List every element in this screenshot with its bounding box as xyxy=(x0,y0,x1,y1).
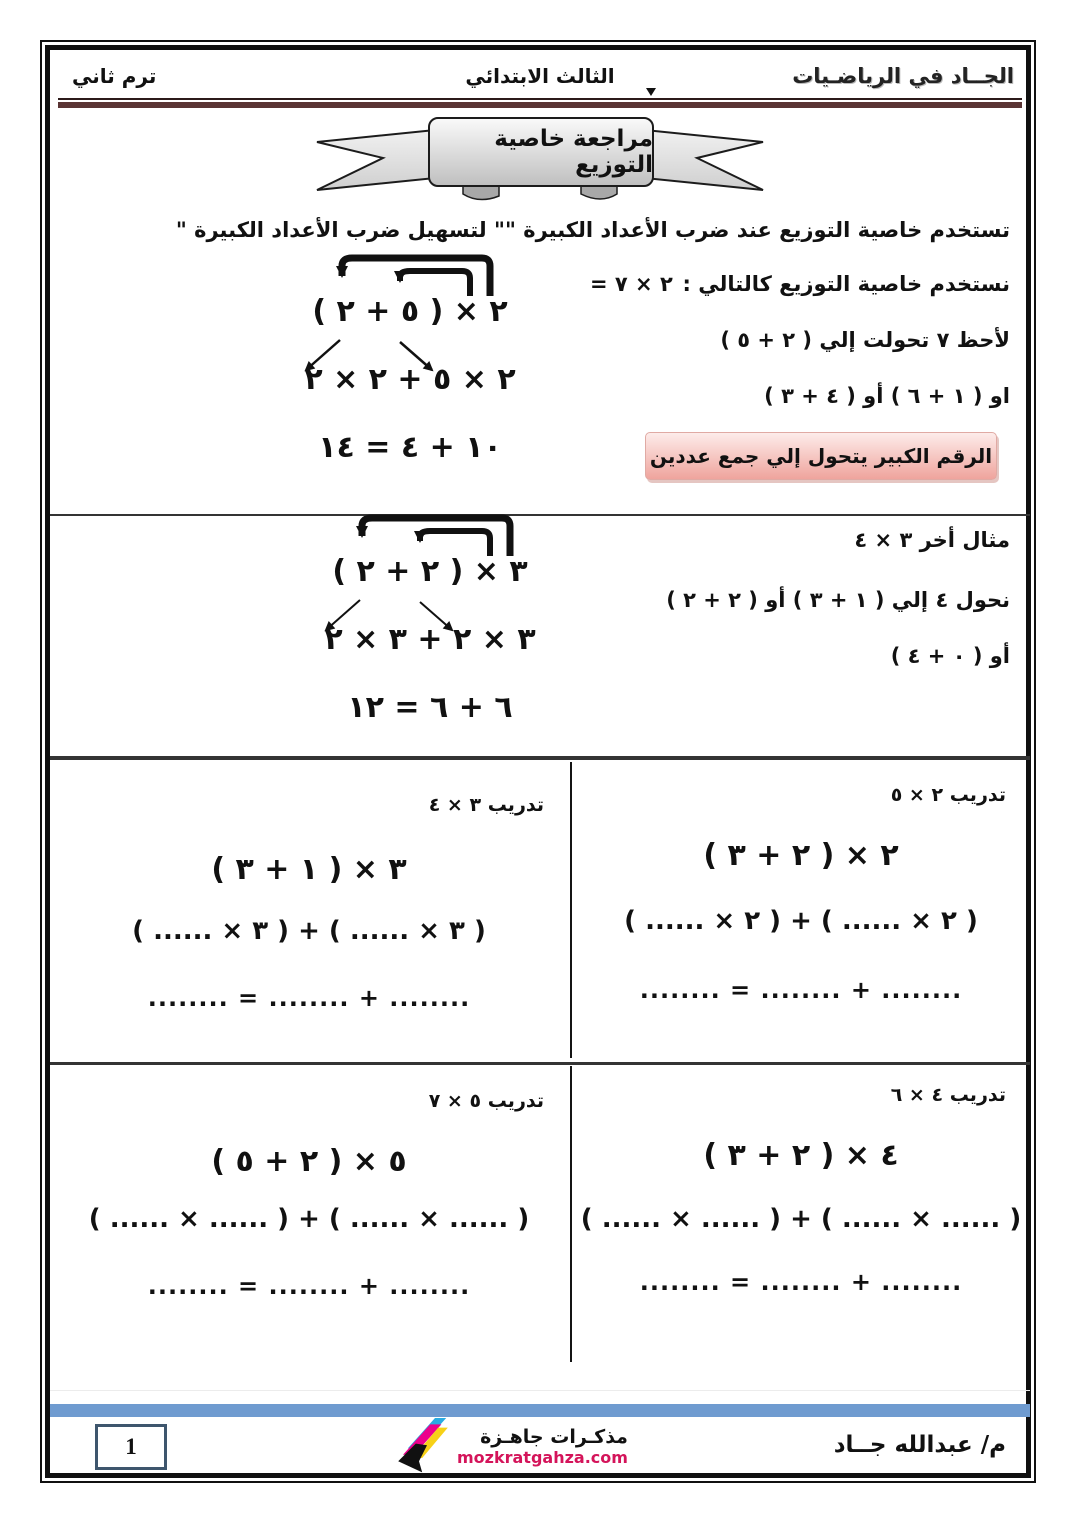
distribution-diagram-2 xyxy=(270,510,590,745)
exercise-equation: ٤ × ( ٢ + ٣ ) xyxy=(703,1138,899,1173)
exercise-sum: ........ + ........ = ........ xyxy=(639,976,963,1004)
exercise-blanks: ( ٣ × ...... ) + ( ٣ × ...... ) xyxy=(132,916,486,946)
title-ribbon xyxy=(305,110,775,205)
exercise-blanks: ( ...... × ...... ) + ( ...... × ...... ) xyxy=(580,1204,1022,1234)
exercise-sum: ........ + ........ = ........ xyxy=(147,1272,471,1300)
exercise-cell-2 xyxy=(50,760,568,1058)
rule-line xyxy=(590,272,1010,296)
exercise-title: تدريب ٢ × ٥ xyxy=(890,784,1006,806)
exercise-equation: ٣ × ( ١ + ٣ ) xyxy=(211,852,407,887)
intro-left: " لتسهيل ضرب الأعداد الكبيرة " xyxy=(175,218,505,242)
exercise-sum: ........ + ........ = ........ xyxy=(147,984,471,1012)
exercise-title: تدريب ٥ × ٧ xyxy=(428,1090,544,1112)
header-rule xyxy=(58,98,1022,108)
exercise-cell-1 xyxy=(572,760,1030,1058)
example2-title: مثال أخر ٣ × ٤ xyxy=(854,528,1010,552)
brand-name-arabic: مذكـرات جاهـزة xyxy=(480,1425,628,1448)
rule-label: نستخدم خاصية التوزيع كالتالي : xyxy=(682,272,1010,296)
page-title: مراجعة خاصية التوزيع xyxy=(494,126,653,178)
expanded-expression: ٣ × ٢ + ٣ × ٢ xyxy=(324,622,536,657)
brand-logo-block xyxy=(395,1416,628,1476)
highlight-box: الرقم الكبير يتحول إلي جمع عددين xyxy=(645,432,997,480)
section-divider xyxy=(50,1062,1030,1065)
grade-title: الثالث الابتدائي xyxy=(465,64,615,88)
exercise-blanks: ( ٢ × ...... ) + ( ٢ × ...... ) xyxy=(624,906,978,936)
example2-note2: أو ( ٠ + ٤ ) xyxy=(890,644,1010,668)
brand-url: mozkratgahza.com xyxy=(457,1447,628,1467)
exercise-blanks: ( ...... × ...... ) + ( ...... × ...... ) xyxy=(88,1204,530,1234)
page-border xyxy=(40,40,1036,1483)
intro-line xyxy=(50,218,1030,242)
exercise-equation: ٥ × ( ٢ + ٥ ) xyxy=(211,1144,407,1179)
note-seven-split: لأحظ ٧ تحولت إلي ( ٢ + ٥ ) xyxy=(720,328,1010,352)
stray-mark xyxy=(646,88,656,96)
term-label: ترم ثاني xyxy=(72,64,157,88)
series-title: الجــاد في الرياضـيات xyxy=(792,64,1014,88)
exercise-title: تدريب ٣ × ٤ xyxy=(428,794,544,816)
expression: ٢ × ( ٥ + ٢ ) xyxy=(312,294,508,329)
exercise-cell-3 xyxy=(572,1066,1030,1362)
brand-logo-icon xyxy=(395,1416,451,1476)
expression: ٣ × ( ٢ + ٢ ) xyxy=(332,554,528,589)
exercise-equation: ٢ × ( ٢ + ٣ ) xyxy=(703,838,899,873)
faint-line xyxy=(50,1390,1030,1391)
rule-equation: ٢ × ٧ = xyxy=(590,272,673,296)
expanded-expression: ٢ × ٥ + ٢ × ٢ xyxy=(304,362,516,397)
intro-right: تستخدم خاصية التوزيع عند ضرب الأعداد الكبيرة " xyxy=(504,218,1010,242)
author-name: م/ عبدالله جــاد xyxy=(833,1432,1006,1458)
result: ٦ + ٦ = ١٢ xyxy=(347,690,513,725)
page-border-inner xyxy=(45,45,1031,1478)
exercise-cell-4 xyxy=(50,1066,568,1362)
exercise-title: تدريب ٤ × ٦ xyxy=(890,1084,1006,1106)
page-number: 1 xyxy=(95,1424,167,1470)
note-alternatives: او ( ١ + ٦ ) أو ( ٤ + ٣ ) xyxy=(764,384,1010,408)
example2-note1: نحول ٤ إلي ( ١ + ٣ ) أو ( ٢ + ٢ ) xyxy=(666,588,1010,612)
distribution-diagram-1 xyxy=(250,250,570,485)
exercise-sum: ........ + ........ = ........ xyxy=(639,1268,963,1296)
result: ١٠ + ٤ = ١٤ xyxy=(318,430,502,465)
